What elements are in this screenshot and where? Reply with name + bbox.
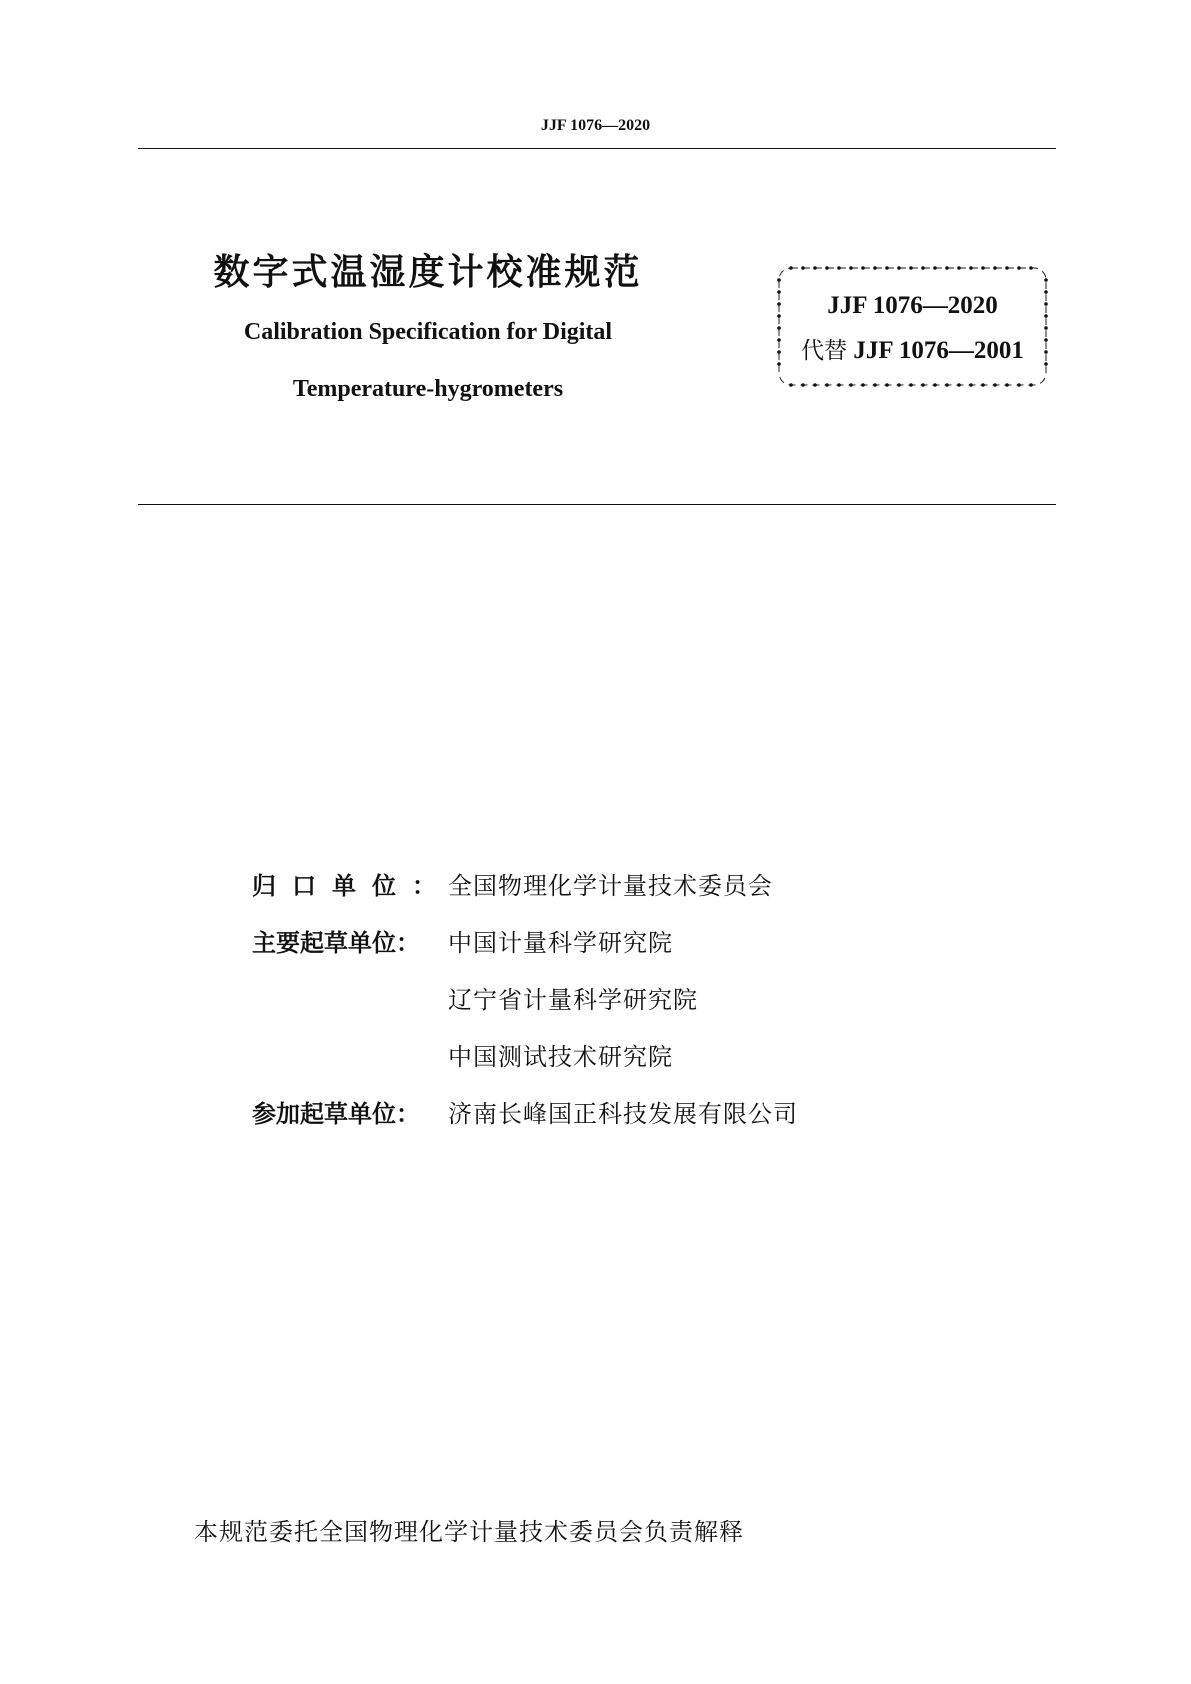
- running-header-code: JJF 1076—2020: [540, 117, 651, 134]
- title-english-line-1: Calibration Specification for Digital: [243, 319, 613, 345]
- replaces-prefix: 代替: [801, 338, 848, 364]
- replaced-code: JJF 1076—2001: [853, 337, 1024, 364]
- label-colon: ：: [412, 872, 436, 900]
- main-drafting-unit-row: [252, 969, 798, 1026]
- main-drafting-unit-row: [252, 1026, 798, 1083]
- responsible-unit-row: [252, 855, 798, 912]
- participating-unit-row: [252, 1083, 798, 1140]
- responsible-unit-label: 归口单位: [252, 872, 412, 900]
- main-drafting-unit-label: 主要起草单位: [252, 929, 396, 957]
- label-colon: ：: [396, 1100, 420, 1128]
- label-colon: ：: [396, 929, 420, 957]
- specification-code: JJF 1076—2020: [827, 292, 998, 319]
- participating-unit-value: 济南长峰国正科技发展有限公司: [448, 1100, 798, 1128]
- title-english-line-2: Temperature-hygrometers: [292, 376, 564, 402]
- main-drafting-unit-value: 中国计量科学研究院: [448, 929, 673, 957]
- main-drafting-unit-row: [252, 912, 798, 969]
- main-drafting-unit-value: 辽宁省计量科学研究院: [448, 986, 698, 1014]
- main-drafting-unit-value: 中国测试技术研究院: [448, 1043, 673, 1071]
- responsible-unit-value: 全国物理化学计量技术委员会: [448, 872, 773, 900]
- specification-code-box: [775, 264, 1050, 389]
- title-chinese: 数字式温湿度计校准规范: [213, 252, 643, 293]
- interpretation-note: 本规范委托全国物理化学计量技术委员会负责解释: [194, 1518, 744, 1546]
- drafting-units: [252, 855, 798, 1140]
- participating-unit-label: 参加起草单位: [252, 1100, 396, 1128]
- header-rule: [138, 148, 1056, 149]
- decorative-border: [775, 264, 1050, 389]
- replaces-line: [775, 332, 1050, 365]
- title-rule: [138, 504, 1056, 505]
